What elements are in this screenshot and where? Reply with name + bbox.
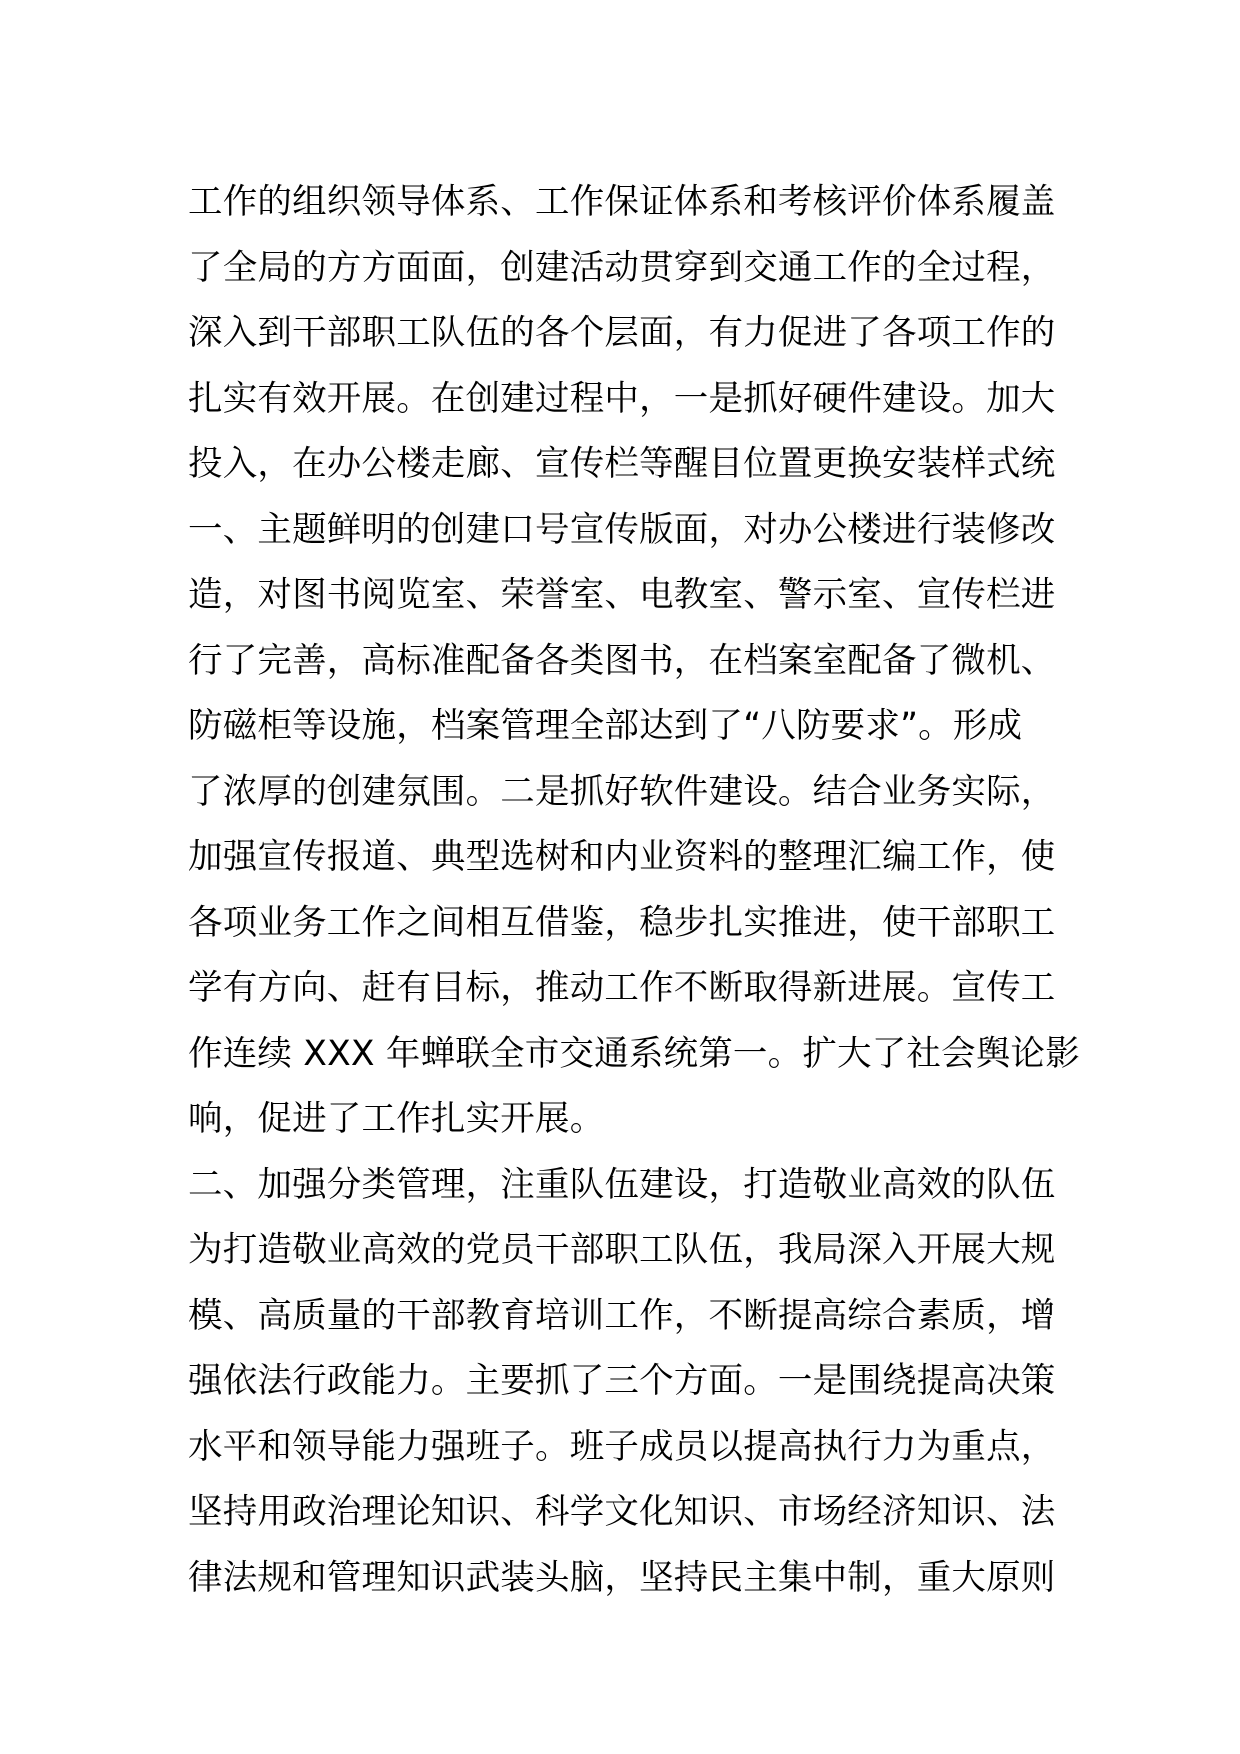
text-line: 深入到干部职工队伍的各个层面，有力促进了各项工作的: [188, 313, 1056, 353]
text-line: 模、高质量的干部教育培训工作，不断提高综合素质，增: [188, 1295, 1056, 1336]
text-line: 投入，在办公楼走廊、宣传栏等醒目位置更换安装样式统: [188, 444, 1056, 484]
text-line: 学有方向、赶有目标，推动工作不断取得新进展。宣传工: [188, 968, 1056, 1008]
text-line: 行了完善，高标准配备各类图书，在档案室配备了微机、: [188, 640, 1056, 681]
text-line: 防磁柜等设施，档案管理全部达到了“八防要求”。形成: [188, 706, 1023, 746]
text-line: 为打造敬业高效的党员干部职工队伍，我局深入开展大规: [188, 1230, 1056, 1270]
text-line: 扎实有效开展。在创建过程中，一是抓好硬件建设。加大: [188, 378, 1056, 419]
text-line: 了浓厚的创建氛围。二是抓好软件建设。结合业务实际，: [188, 771, 1056, 812]
body-text: [188, 170, 1080, 1611]
text-line: 造，对图书阅览室、荣誉室、电教室、警示室、宣传栏进: [188, 575, 1056, 615]
text-line: 强依法行政能力。主要抓了三个方面。一是围绕提高决策: [188, 1361, 1056, 1401]
text-line: 了全局的方方面面，创建活动贯穿到交通工作的全过程，: [188, 247, 1056, 288]
text-line: 水平和领导能力强班子。班子成员以提高执行力为重点，: [188, 1426, 1056, 1467]
text-line: 响，促进了工作扎实开展。: [188, 1099, 605, 1139]
text-line: 各项业务工作之间相互借鉴，稳步扎实推进，使干部职工: [188, 902, 1056, 943]
text-line: 坚持用政治理论知识、科学文化知识、市场经济知识、法: [188, 1492, 1056, 1532]
text-line: 作连续 XXX 年蝉联全市交通系统第一。扩大了社会舆论影: [188, 1033, 1080, 1074]
section-heading: 二、加强分类管理，注重队伍建设，打造敬业高效的队伍: [188, 1164, 1056, 1205]
text-line: 一、主题鲜明的创建口号宣传版面，对办公楼进行装修改: [188, 509, 1056, 550]
text-line: 工作的组织领导体系、工作保证体系和考核评价体系履盖: [188, 182, 1056, 222]
text-line: 加强宣传报道、典型选树和内业资料的整理汇编工作，使: [188, 837, 1056, 877]
text-line: 律法规和管理知识武装头脑，坚持民主集中制，重大原则: [188, 1557, 1056, 1598]
